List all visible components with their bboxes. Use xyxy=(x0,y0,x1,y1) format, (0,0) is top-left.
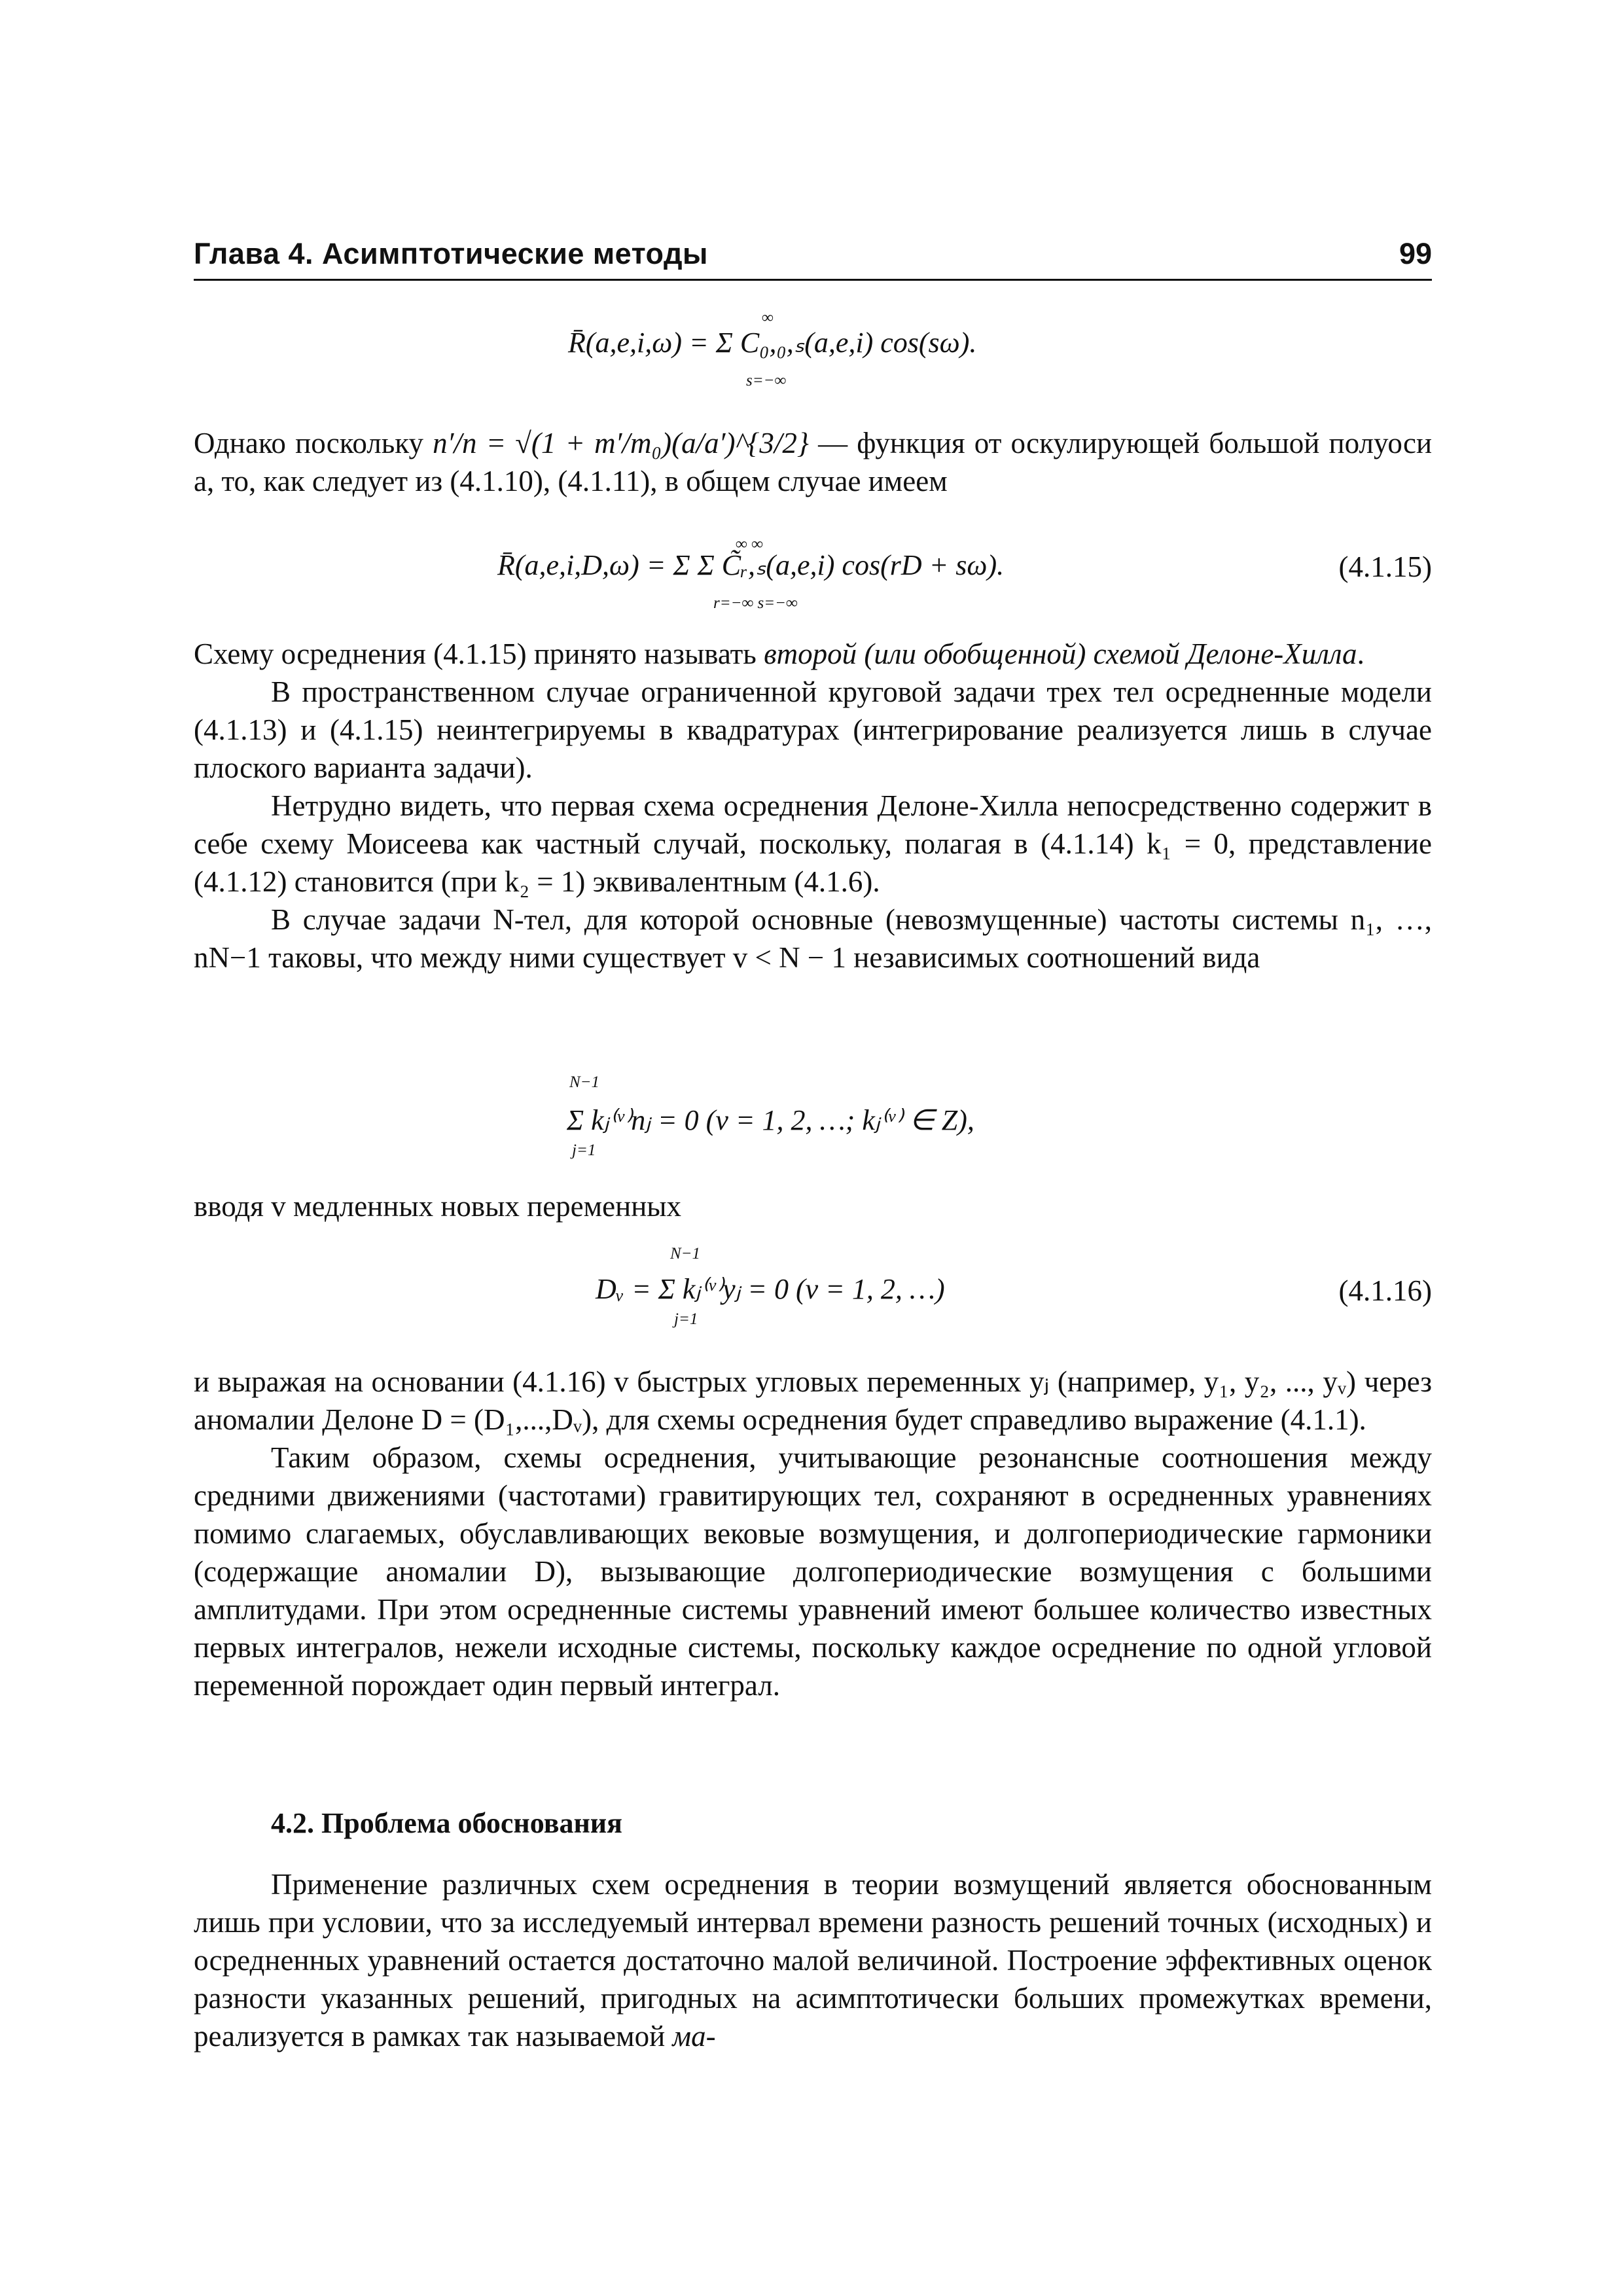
equation-1-lower-limit: s=−∞ xyxy=(746,372,787,389)
equation-3-upper-limit: N−1 xyxy=(569,1073,600,1091)
equation-3-lower-limit: j=1 xyxy=(572,1141,596,1159)
paragraph-2-start: Схему осреднения (4.1.15) принято называть xyxy=(194,637,764,670)
paragraph-8: Таким образом, схемы осреднения, учитывающие резонансные соотношения между средними движениями (частотами) гравитирующих тел, сохраняют в осредненных уравнениях помимо слагаемых, обуславливающих вековые возмущения, и долгопериодические гармоники (содержащие аномалии D), вызывающие долгопериодические возмущения с большими амплитудами. При этом осредненные системы уравнений имеют большее количество известных первых интегралов, нежели исходные системы, поскольку каждое осреднение по одной угловой переменной порождает один первый интеграл. xyxy=(194,1441,1432,1702)
paragraph-6-block xyxy=(194,1187,1432,1225)
paragraph-7: и выражая на основании (4.1.16) v быстрых угловых переменных yⱼ (например, y₁, y₂, ..., yᵥ) через аномалии Делоне D = (D₁,...,Dᵥ), для схемы осреднения будет справедливо выражение (4.1.1). xyxy=(194,1365,1432,1436)
page-number: 99 xyxy=(1399,237,1432,270)
paragraph-2-emphasis: второй (или обобщенной) схемой Делоне-Хилла xyxy=(764,637,1357,670)
equation-2-number: (4.1.15) xyxy=(1338,550,1432,583)
paragraph-1-end: — функция от оскулирующей большой полуоси a, то, как следует из (4.1.10), (4.1.11), в общем случае имеем xyxy=(194,427,1433,497)
paragraph-6: вводя v медленных новых переменных xyxy=(194,1190,682,1223)
paragraph-1 xyxy=(194,424,1432,500)
paragraph-9-emphasis: ма- xyxy=(672,2020,716,2053)
paragraph-1-start: Однако поскольку xyxy=(194,427,423,459)
equation-4-upper-limit: N−1 xyxy=(670,1245,701,1263)
paragraphs-7-8 xyxy=(194,1363,1432,1704)
equation-2-lower-limits: r=−∞ s=−∞ xyxy=(713,594,798,612)
equation-1: R̄(a,e,i,ω) = Σ C₀,₀,ₛ(a,e,i) cos(sω). xyxy=(568,327,977,359)
frequency-ratio-formula: n′/n = √(1 + m′/m₀)(a/a′)^{3/2} xyxy=(433,427,809,459)
equation-2: R̄(a,e,i,D,ω) = Σ Σ C̃ᵣ,ₛ(a,e,i) cos(rD + sω). xyxy=(497,549,1005,581)
equation-3: Σ kⱼ⁽ᵛ⁾nⱼ = 0 (ν = 1, 2, …; kⱼ⁽ᵛ⁾ ∈ Z), xyxy=(567,1104,974,1136)
equation-4: Dᵥ = Σ kⱼ⁽ᵛ⁾yⱼ = 0 (ν = 1, 2, …) xyxy=(596,1273,945,1305)
paragraph-3: В пространственном случае ограниченной круговой задачи трех тел осредненные модели (4.1.13) и (4.1.15) неинтегрируемы в квадратурах (интегрирование реализуется лишь в случае плоского варианта задачи). xyxy=(194,675,1432,784)
running-header xyxy=(194,236,1432,281)
equation-1-upper-limit: ∞ xyxy=(762,309,774,327)
equation-2-upper-limits: ∞ ∞ xyxy=(736,535,763,553)
paragraph-9-block xyxy=(194,1865,1432,2055)
paragraph-2-end: . xyxy=(1357,637,1364,670)
paragraph-5: В случае задачи N-тел, для которой основные (невозмущенные) частоты системы n₁, …, nN−1 таковы, что между ними существует v < N − 1 независимых соотношений вида xyxy=(194,903,1432,974)
chapter-title: Глава 4. Асимптотические методы xyxy=(194,237,708,270)
equation-4-number: (4.1.16) xyxy=(1338,1274,1432,1307)
equation-4-lower-limit: j=1 xyxy=(674,1310,698,1328)
section-heading: 4.2. Проблема обоснования xyxy=(271,1807,622,1839)
paragraph-4: Нетрудно видеть, что первая схема осреднения Делоне-Хилла непосредственно содержит в себе схему Моисеева как частный случай, поскольку, полагая в (4.1.14) k₁ = 0, представление (4.1.12) становится (при k₂ = 1) эквивалентным (4.1.6). xyxy=(194,789,1432,898)
paragraph-2 xyxy=(194,635,1432,977)
paragraph-9: Применение различных схем осреднения в теории возмущений является обоснованным лишь при условии, что за исследуемый интервал времени разность решений точных (исходных) и осредненных уравнений остается достаточно малой величиной. Построение эффективных оценок разности указанных решений, пригодных на асимптотически больших промежутках времени, реализуется в рамках так называемой xyxy=(194,1868,1432,2053)
